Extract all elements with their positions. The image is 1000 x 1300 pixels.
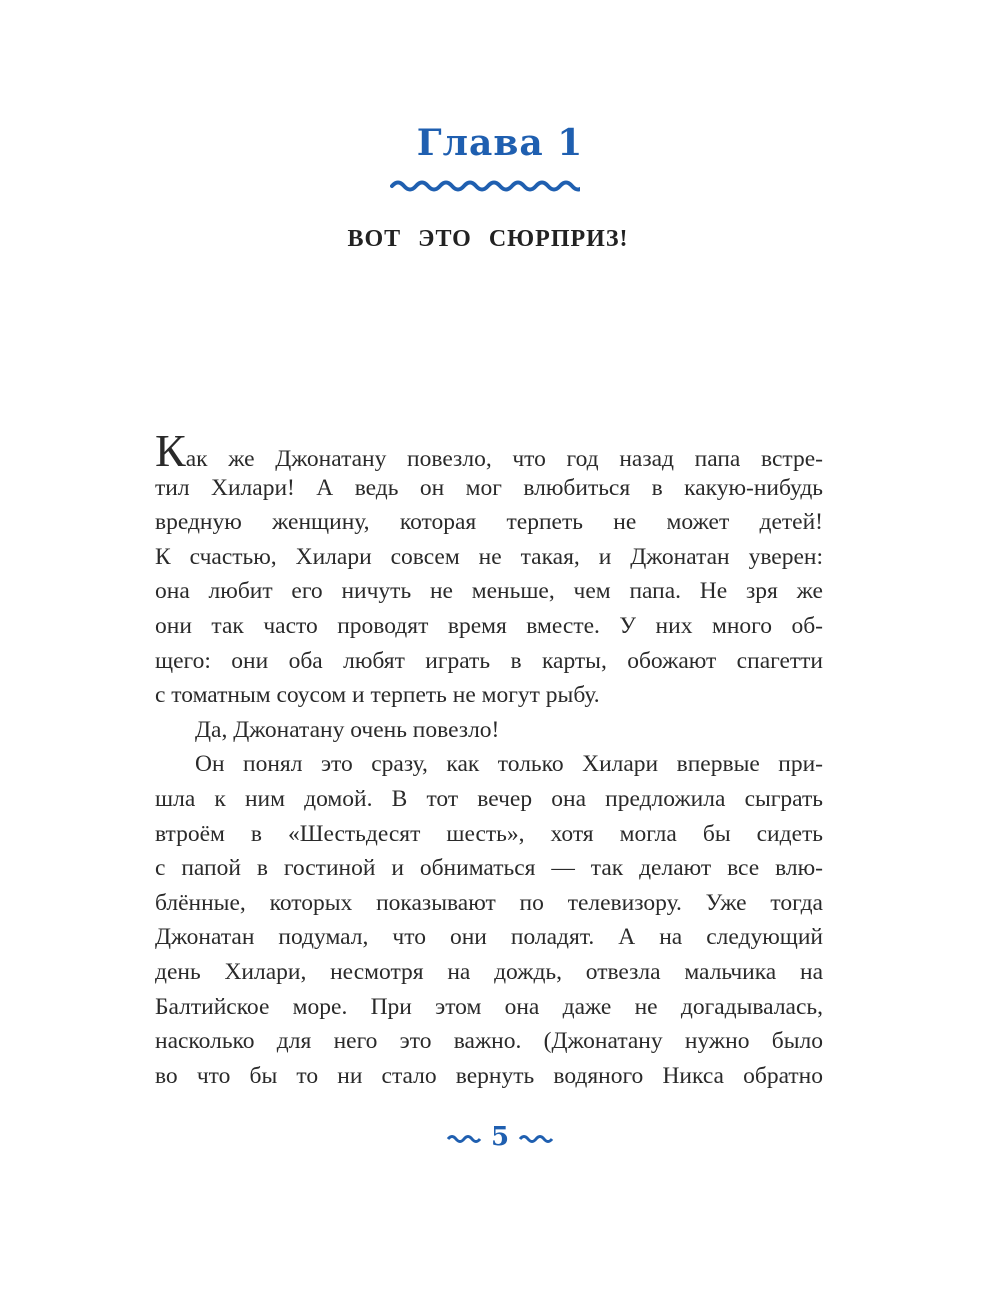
text-line: насколько для него это важно. (Джонатану нужно было: [155, 1028, 823, 1055]
text-line: Как же Джонатану повезло, что год назад папа встре-: [155, 425, 823, 476]
text-line: во что бы то ни стало вернуть водяного Никса обратно: [155, 1062, 823, 1089]
page-number: [0, 1122, 1000, 1152]
text-line: вредную женщину, которая терпеть не может детей!: [155, 509, 823, 536]
chapter-subtitle: ВОТ ЭТО СЮРПРИЗ!: [347, 226, 629, 252]
text-line: блённые, которых показывают по телевизору. Уже тогда: [155, 889, 823, 916]
tilde-ornament-left: [446, 1132, 482, 1144]
text-line: она любит его ничуть не меньше, чем папа. Не зря же: [155, 578, 823, 605]
drop-cap: К: [155, 425, 186, 476]
text-line: втроём в «Шестьдесят шесть», хотя могла бы сидеть: [155, 820, 823, 847]
chapter-title: Глава 1: [416, 122, 584, 164]
text-line: щего: они оба любят играть в карты, обожают спагетти: [155, 647, 823, 674]
text-line: с папой в гостиной и обниматься — так делают все влю-: [155, 855, 823, 882]
text-line: К счастью, Хилари совсем не такая, и Джонатан уверен:: [155, 543, 823, 570]
text-line: шла к ним домой. В тот вечер она предложила сыграть: [155, 785, 823, 812]
body-text: [155, 425, 823, 1093]
text-line: Он понял это сразу, как только Хилари впервые при-: [195, 751, 823, 778]
page-number-value: 5: [490, 1122, 510, 1152]
text-line: Балтийское море. При этом она даже не догадывалась,: [155, 993, 823, 1020]
text-line: Да, Джонатану очень повезло!: [195, 716, 500, 743]
text-line: Джонатан подумал, что они поладят. А на следующий: [155, 924, 823, 951]
wave-ornament: [390, 176, 580, 196]
text-line: день Хилари, несмотря на дождь, отвезла мальчика на: [155, 958, 823, 985]
text-line: они так часто проводят время вместе. У них много об-: [155, 612, 823, 639]
tilde-ornament-right: [518, 1132, 554, 1144]
text-line: тил Хилари! А ведь он мог влюбиться в какую-нибудь: [155, 474, 823, 501]
text-line: с томатным соусом и терпеть не могут рыбу.: [155, 682, 600, 709]
